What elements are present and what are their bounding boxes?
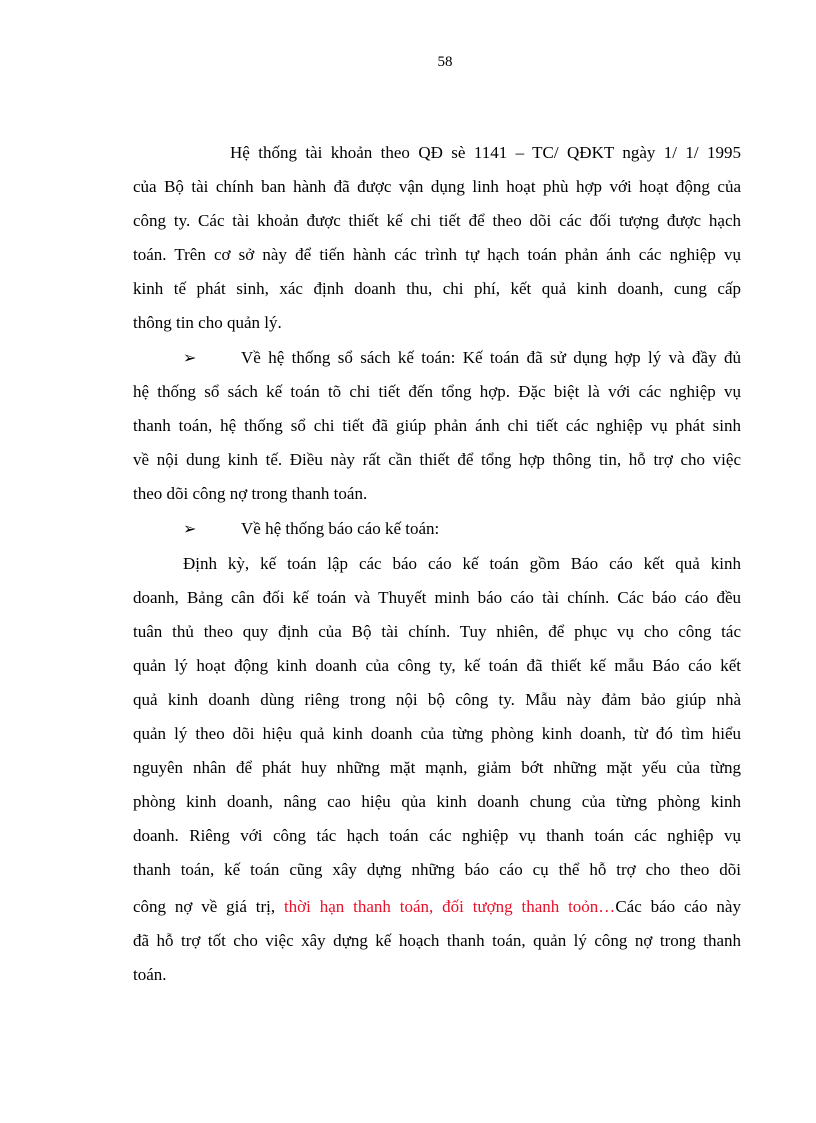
- paragraph-1-line-1: Hệ thống tài khoản theo QĐ sè 1141 – TC/ QĐKT ngày 1/ 1/ 1995: [230, 143, 741, 162]
- bullet-1-line-2: hệ thống sổ sách kế toán tõ chi tiết đến tổng hợp. Đặc biệt là với các nghiệp vụ: [133, 382, 741, 401]
- paragraph-2-line-4: quản lý hoạt động kinh doanh của công ty, kế toán đã thiết kế mẫu Báo cáo kết: [133, 656, 741, 675]
- page-number: 58: [437, 54, 453, 70]
- bullet-2: [183, 517, 439, 541]
- paragraph-2-line-5: quả kinh doanh dùng riêng trong nội bộ công ty. Mẫu này đảm bảo giúp nhà: [133, 690, 741, 709]
- paragraph-1-line-5: kinh tế phát sinh, xác định doanh thu, chi phí, kết quả kinh doanh, cung cấp: [133, 279, 741, 298]
- paragraph-2-line-1: Định kỳ, kế toán lập các báo cáo kế toán gồm Báo cáo kết quả kinh: [183, 554, 741, 573]
- arrow-bullet-icon: ➢: [183, 348, 197, 367]
- paragraph-1-line-2: của Bộ tài chính ban hành đã được vận dụng linh hoạt phù hợp với hoạt động của: [133, 177, 741, 196]
- bullet-1-line-3: thanh toán, hệ thống sổ chi tiết đã giúp phản ánh chi tiết các nghiệp vụ phát sinh: [133, 416, 741, 435]
- paragraph-2-line-2: doanh, Bảng cân đối kế toán và Thuyết minh báo cáo tài chính. Các báo cáo đều: [133, 588, 741, 607]
- paragraph-2-line-12: đã hỗ trợ tốt cho việc xây dựng kế hoạch thanh toán, quản lý công nợ trong thanh: [133, 931, 741, 950]
- highlighted-text: thời hạn thanh toán, đối tượng thanh toỏn…: [283, 897, 616, 916]
- arrow-bullet-icon: ➢: [183, 519, 197, 538]
- bullet-2-text: Về hệ thống báo cáo kế toán:: [241, 519, 440, 538]
- line-11-suffix: Các báo cáo này: [615, 897, 741, 916]
- bullet-1-line-5: theo dõi công nợ trong thanh toán.: [133, 484, 368, 503]
- paragraph-1-line-3: công ty. Các tài khoản được thiết kế chi tiết để theo dõi các đối tượng được hạch: [133, 211, 741, 230]
- paragraph-2-line-3: tuân thủ theo quy định của Bộ tài chính. Tuy nhiên, để phục vụ cho công tác: [133, 622, 741, 641]
- bullet-1-first-line: [183, 346, 741, 370]
- paragraph-1-line-6: thông tin cho quản lý.: [133, 313, 282, 332]
- line-11-prefix: công nợ về giá trị,: [133, 897, 284, 916]
- paragraph-2-line-6: quản lý theo dõi hiệu quả kinh doanh của từng phòng kinh doanh, từ đó tìm hiểu: [133, 724, 741, 743]
- bullet-1-line-1: Về hệ thống sổ sách kế toán: Kế toán đã sử dụng hợp lý và đầy đủ: [241, 348, 741, 367]
- paragraph-2-line-9: doanh. Riêng với công tác hạch toán các nghiệp vụ thanh toán các nghiệp vụ: [133, 826, 741, 845]
- paragraph-1-line-4: toán. Trên cơ sở này để tiến hành các trình tự hạch toán phản ánh các nghiệp vụ: [133, 245, 741, 264]
- paragraph-2-line-13: toán.: [133, 965, 167, 984]
- paragraph-2-line-11: [133, 895, 741, 919]
- paragraph-2-line-7: nguyên nhân để phát huy những mặt mạnh, giảm bớt những mặt yếu của từng: [133, 758, 741, 777]
- paragraph-2-line-8: phòng kinh doanh, nâng cao hiệu qủa kinh doanh chung của từng phòng kinh: [133, 792, 741, 811]
- bullet-1-line-4: về nội dung kinh tế. Điều này rất cần thiết để tổng hợp thông tin, hỗ trợ cho việc: [133, 450, 741, 469]
- paragraph-2-line-10: thanh toán, kế toán cũng xây dựng những báo cáo cụ thể hỗ trợ cho theo dõi: [133, 860, 741, 879]
